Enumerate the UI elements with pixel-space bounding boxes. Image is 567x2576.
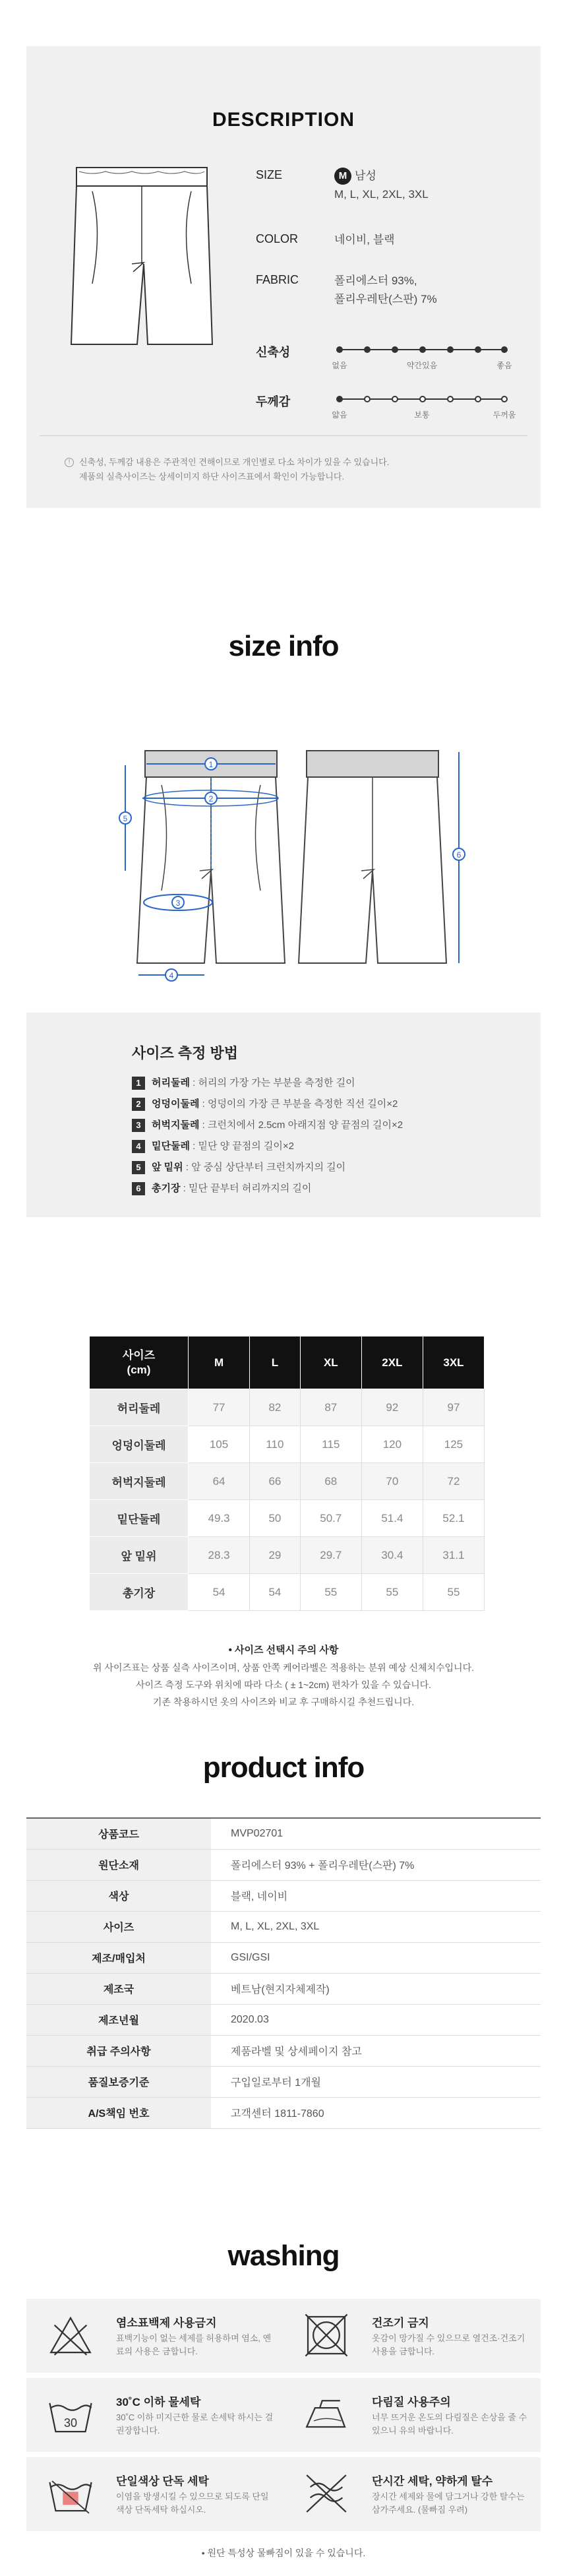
table-row: [90, 1463, 485, 1500]
size-col-header: L: [250, 1336, 301, 1389]
wash-item-desc: 장시간 세제와 물에 담그거나 강한 탈수는 삼가주세요. (물빠짐 우려): [372, 2492, 525, 2515]
wash-item-desc: 너무 뜨거운 온도의 다림질은 손상을 줄 수 있으니 유의 바랍니다.: [372, 2412, 527, 2435]
table-row: [26, 1880, 541, 1911]
info-value: 고객센터 1811-7860: [211, 2097, 541, 2128]
table-row: [90, 1426, 485, 1463]
size-col-header: M: [189, 1336, 250, 1389]
stretch-dot: [419, 346, 426, 353]
wash-item: [282, 2457, 541, 2531]
measure-item: 2 엉덩이둘레 : 엉덩이의 가장 큰 부분을 측정한 직선 길이×2: [132, 1096, 398, 1111]
thickness-dot: [447, 396, 454, 402]
wash-item-title: 염소표백제 사용금지: [116, 2317, 217, 2329]
info-key: 색상: [26, 1880, 211, 1911]
row-header: 허리둘레: [90, 1389, 189, 1426]
info-key: 사이즈: [26, 1911, 211, 1942]
washing-footnote: • 원단 특성상 물빠짐이 있을 수 있습니다.: [201, 2548, 366, 2558]
table-row: [90, 1574, 485, 1611]
svg-text:6: 6: [456, 850, 462, 860]
measure-item: 3 허벅지둘레 : 크런치에서 2.5cm 아래지점 양 끝점의 길이×2: [132, 1117, 403, 1132]
table-cell: 29: [250, 1537, 301, 1574]
size-table: [89, 1336, 485, 1611]
description-title: DESCRIPTION: [212, 109, 355, 131]
thickness-scale-max: 두꺼움: [492, 410, 516, 420]
wash-item: [26, 2378, 285, 2452]
gender-text: 남성: [355, 170, 376, 182]
table-row: [26, 1849, 541, 1880]
table-cell: 125: [423, 1426, 484, 1463]
stretch-dot-selected: [501, 346, 508, 353]
color-label: COLOR: [256, 232, 299, 245]
svg-text:3: 3: [175, 898, 181, 908]
size-col-header: XL: [300, 1336, 361, 1389]
washing-title: washing: [227, 2240, 340, 2272]
thickness-dot-selected: [336, 396, 343, 402]
wash-30-icon: [46, 2390, 95, 2439]
fabric-label: FABRIC: [256, 273, 299, 286]
info-key: 취급 주의사항: [26, 2035, 211, 2066]
table-cell: 29.7: [300, 1537, 361, 1574]
fabric-line2: 폴리우레탄(스판) 7%: [334, 293, 437, 305]
row-header: 총기장: [90, 1574, 189, 1611]
info-key: 품질보증기준: [26, 2066, 211, 2097]
stretch-dot: [475, 346, 481, 353]
wash-item-desc: 이염을 방생시킬 수 있으므로 되도록 단일색상 단독세탁 하십시오.: [116, 2492, 269, 2515]
table-cell: 87: [300, 1389, 361, 1426]
table-cell: 110: [250, 1426, 301, 1463]
table-cell: 31.1: [423, 1537, 484, 1574]
table-cell: 82: [250, 1389, 301, 1426]
table-cell: 72: [423, 1463, 484, 1500]
back-view-drawing: [299, 751, 465, 963]
table-cell: 92: [361, 1389, 423, 1426]
caution-title: • 사이즈 선택시 주의 사항: [228, 1645, 339, 1656]
wash-item: [26, 2299, 285, 2373]
table-row: [26, 1911, 541, 1942]
thickness-dot: [475, 396, 481, 402]
table-cell: 64: [189, 1463, 250, 1500]
table-row: [26, 2035, 541, 2066]
iron-icon: [302, 2390, 351, 2439]
wash-item: [282, 2378, 541, 2452]
info-value: 제품라벨 및 상세페이지 참고: [211, 2035, 541, 2066]
svg-text:5: 5: [123, 814, 128, 823]
thickness-dot: [419, 396, 426, 402]
stretch-scale-mid: 약간있음: [406, 361, 438, 370]
size-table-header: [90, 1336, 485, 1389]
table-row: [90, 1389, 485, 1426]
wash-item-title: 단시간 세탁, 약하게 탈수: [372, 2475, 493, 2488]
wash-item-desc: 표백기능이 없는 세제를 허용하며 염소, 옌료의 사용은 금합니다.: [116, 2333, 272, 2356]
thickness-label: 두께감: [256, 395, 291, 408]
table-cell: 49.3: [189, 1500, 250, 1537]
measure-item: 5 앞 밑위 : 앞 중심 상단부터 크런치까지의 길이: [132, 1160, 345, 1174]
color-value: 네이비, 블랙: [334, 234, 395, 246]
svg-text:30: 30: [63, 2416, 78, 2430]
svg-text:2: 2: [208, 794, 214, 803]
info-icon: !: [65, 458, 74, 467]
info-key: 제조년월: [26, 2004, 211, 2035]
row-header: 엉덩이둘레: [90, 1426, 189, 1463]
thickness-dot: [364, 396, 371, 402]
table-cell: 105: [189, 1426, 250, 1463]
size-info-title: size info: [228, 630, 339, 662]
info-value: 블랙, 네이비: [211, 1880, 541, 1911]
wash-item-title: 30˚C 이하 물세탁: [116, 2396, 201, 2408]
thickness-dot: [392, 396, 398, 402]
fabric-line1: 폴리에스터 93%,: [334, 274, 417, 287]
info-key: 제조/매입처: [26, 1942, 211, 1973]
shorts-front-drawing: [66, 165, 218, 356]
table-cell: 50: [250, 1500, 301, 1537]
table-cell: 55: [423, 1574, 484, 1611]
stretch-dot: [364, 346, 371, 353]
separate-wash-icon: [46, 2469, 95, 2518]
size-values: M, L, XL, 2XL, 3XL: [334, 188, 429, 201]
product-info-table: [26, 1817, 541, 2129]
wash-item-title: 건조기 금지: [372, 2317, 429, 2329]
product-info-title: product info: [202, 1751, 365, 1784]
info-key: A/S책임 번호: [26, 2097, 211, 2128]
notice-line1: 신축성, 두께감 내용은 주관적인 견해이므로 개인별로 다소 차이가 있을 수 있습니다.: [79, 457, 390, 467]
measure-title: 사이즈 측정 방법: [132, 1045, 238, 1061]
table-cell: 52.1: [423, 1500, 484, 1537]
no-bleach-icon: [46, 2311, 95, 2360]
caution-line3: 기존 착용하시던 옷의 사이즈와 비교 후 구매하시길 추천드립니다.: [152, 1697, 415, 1707]
table-cell: 30.4: [361, 1537, 423, 1574]
info-value: M, L, XL, 2XL, 3XL: [211, 1911, 541, 1942]
table-cell: 55: [300, 1574, 361, 1611]
table-row: [26, 2097, 541, 2128]
gender-badge: [334, 168, 351, 185]
no-tumble-dry-icon: [302, 2311, 351, 2360]
thickness-scale-mid: 보통: [414, 410, 430, 420]
size-col-header: 2XL: [361, 1336, 423, 1389]
table-cell: 77: [189, 1389, 250, 1426]
caution-line2: 사이즈 측정 도구와 위치에 따라 다소 ( ± 1~2cm) 편차가 있을 수 있습니다.: [135, 1680, 432, 1690]
row-header: 앞 밑위: [90, 1537, 189, 1574]
table-cell: 66: [250, 1463, 301, 1500]
wash-item: [26, 2457, 285, 2531]
thickness-dot: [501, 396, 508, 402]
size-col-header: 3XL: [423, 1336, 484, 1389]
table-cell: 97: [423, 1389, 484, 1426]
svg-text:4: 4: [169, 971, 174, 980]
thickness-scale-min: 얇음: [332, 410, 347, 420]
size-label: SIZE: [256, 168, 283, 181]
stretch-dot: [336, 346, 343, 353]
table-row: [90, 1500, 485, 1537]
front-view-drawing: [119, 751, 285, 981]
table-cell: 28.3: [189, 1537, 250, 1574]
table-cell: 54: [189, 1574, 250, 1611]
table-row: [26, 1818, 541, 1849]
wash-item-title: 다림질 사용주의: [372, 2396, 451, 2408]
size-diagram: [105, 739, 475, 983]
wash-item-desc: 옷감이 망가질 수 있으므로 열건조·건조기 사용을 금합니다.: [372, 2333, 525, 2356]
table-cell: 50.7: [300, 1500, 361, 1537]
wash-item-title: 단일색상 단독 세탁: [116, 2475, 209, 2488]
measure-item: 6 총기장 : 밑단 끝부터 허리까지의 길이: [132, 1181, 311, 1195]
info-value: 폴리에스터 93% + 폴리우레탄(스판) 7%: [211, 1849, 541, 1880]
description-divider: [40, 435, 527, 436]
svg-text:1: 1: [208, 760, 214, 769]
size-table-corner: 사이즈 (cm): [90, 1336, 189, 1389]
measure-item: 1 허리둘레 : 허리의 가장 가는 부분을 측정한 길이: [132, 1075, 355, 1090]
stretch-scale-max: 좋음: [496, 361, 512, 370]
measure-item: 4 밑단둘레 : 밑단 양 끝점의 길이×2: [132, 1139, 294, 1153]
row-header: 허벅지둘레: [90, 1463, 189, 1500]
table-cell: 70: [361, 1463, 423, 1500]
info-key: 제조국: [26, 1973, 211, 2004]
table-row: [26, 1973, 541, 2004]
table-cell: 68: [300, 1463, 361, 1500]
notice-line2: 제품의 실측사이즈는 상세이미지 하단 사이즈표에서 확인이 가능합니다.: [79, 472, 345, 482]
stretch-dot: [447, 346, 454, 353]
info-key: 원단소재: [26, 1849, 211, 1880]
table-cell: 55: [361, 1574, 423, 1611]
info-key: 상품코드: [26, 1818, 211, 1849]
info-value: GSI/GSI: [211, 1942, 541, 1973]
info-value: MVP02701: [211, 1818, 541, 1849]
caution-line1: 위 사이즈표는 상품 실측 사이즈이며, 상품 안쪽 케어라벨은 적용하는 분위 예상 신체치수입니다.: [93, 1662, 474, 1673]
table-cell: 51.4: [361, 1500, 423, 1537]
wash-item-desc: 30˚C 이하 미지근한 물로 손세탁 하시는 걸 권장합니다.: [116, 2412, 274, 2435]
stretch-dot: [392, 346, 398, 353]
table-row: [26, 2004, 541, 2035]
stretch-scale-min: 없음: [332, 361, 347, 370]
info-value: 2020.03: [211, 2004, 541, 2035]
table-row: [26, 2066, 541, 2097]
no-wring-icon: [302, 2469, 351, 2518]
table-cell: 120: [361, 1426, 423, 1463]
table-row: [26, 1942, 541, 1973]
gender-badge-text: M: [338, 170, 347, 181]
table-row: [90, 1537, 485, 1574]
table-cell: 115: [300, 1426, 361, 1463]
info-value: 베트남(현지자체제작): [211, 1973, 541, 2004]
table-cell: 54: [250, 1574, 301, 1611]
row-header: 밑단둘레: [90, 1500, 189, 1537]
stretch-label: 신축성: [256, 346, 291, 359]
wash-item: [282, 2299, 541, 2373]
info-value: 구입일로부터 1개월: [211, 2066, 541, 2097]
